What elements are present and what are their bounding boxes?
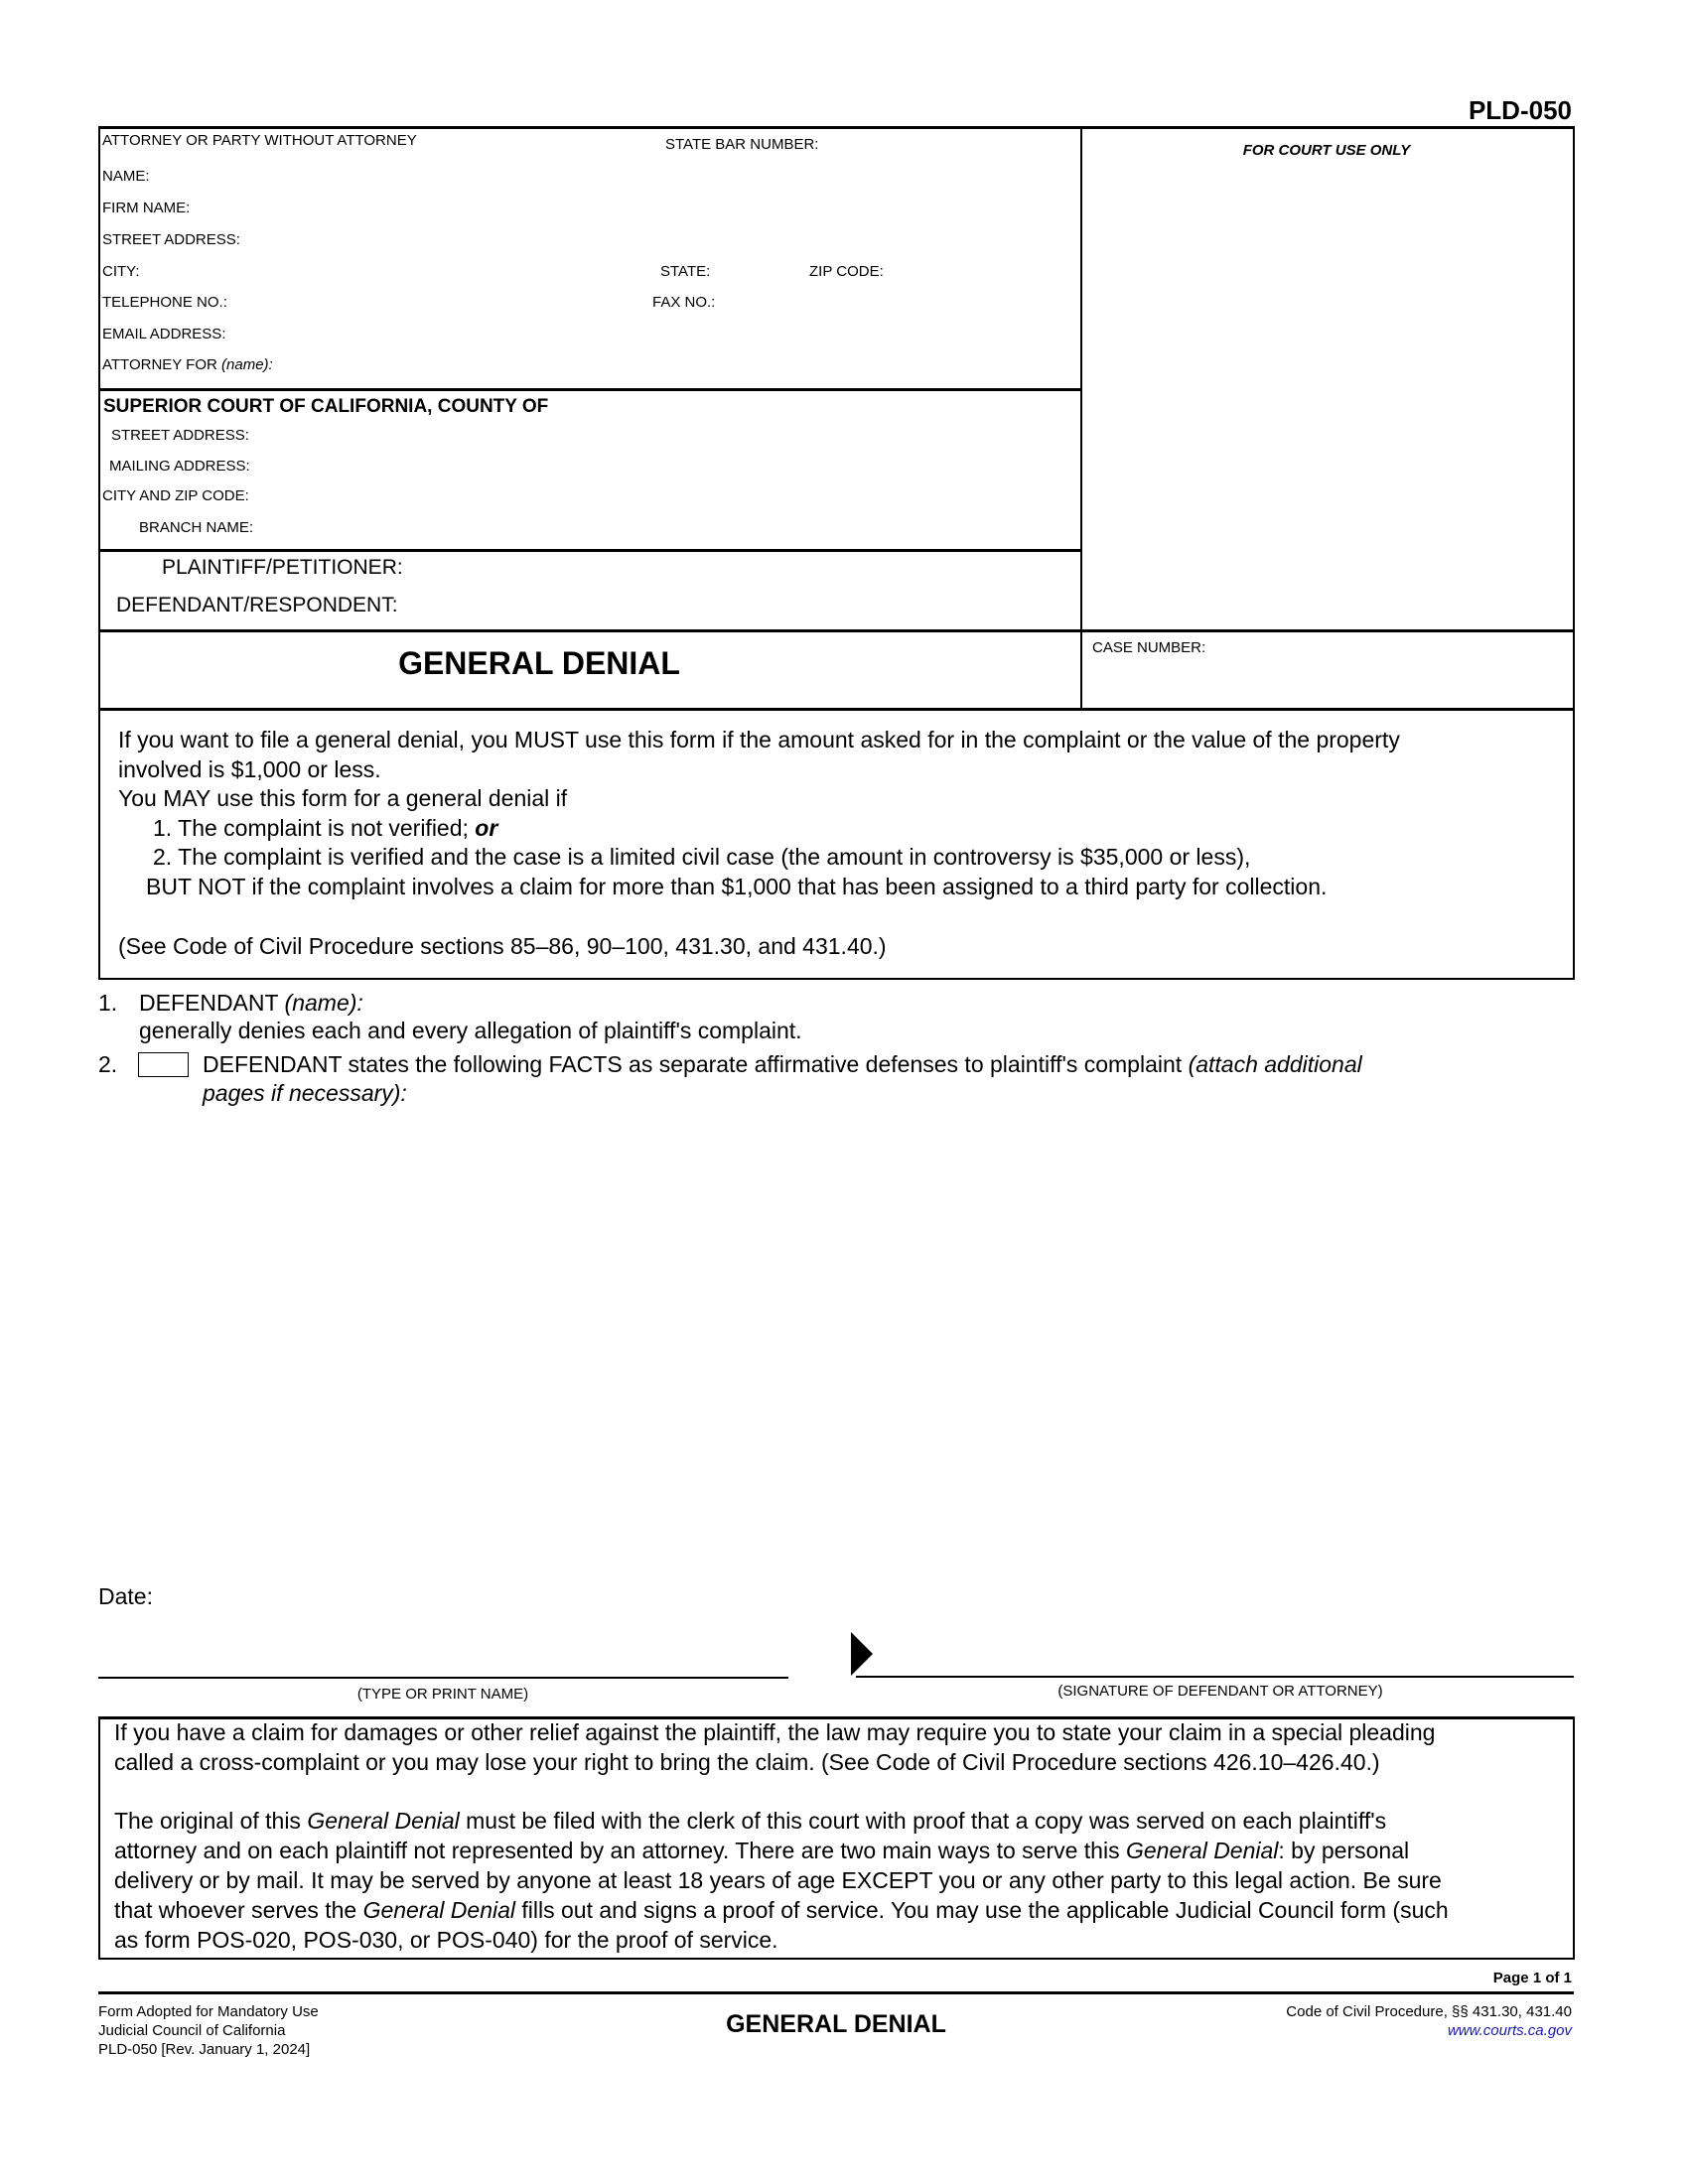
item-2-number: 2. (98, 1051, 118, 1077)
plaintiff-label: PLAINTIFF/PETITIONER: (162, 556, 403, 579)
name-label: NAME: (102, 168, 150, 185)
footer-left-3: PLD-050 [Rev. January 1, 2024] (98, 2041, 311, 2058)
attorney-for-text: ATTORNEY FOR (102, 356, 217, 373)
item-1-desc: generally denies each and every allegation of plaintiff's complaint. (139, 1018, 802, 1043)
notice-line: If you have a claim for damages or other relief against the plaintiff, the law may require you to state your claim in a special pleading (114, 1719, 1436, 1745)
item-2-checkbox[interactable] (138, 1052, 189, 1077)
attorney-heading: ATTORNEY OR PARTY WITHOUT ATTORNEY (102, 132, 417, 149)
state-label: STATE: (660, 263, 711, 280)
t: that whoever serves the (114, 1897, 363, 1923)
notice-line: as form POS-020, POS-030, or POS-040) for the proof of service. (114, 1927, 778, 1953)
t: must be filed with the clerk of this court with proof that a copy was served on each plaintiff's (459, 1808, 1387, 1834)
form-title: GENERAL DENIAL (398, 645, 680, 681)
item-2-note-2: pages if necessary): (203, 1080, 407, 1106)
attorney-for-name: (name): (221, 356, 273, 373)
court-branch-label: BRANCH NAME: (139, 519, 254, 536)
name-line[interactable] (98, 1677, 788, 1679)
instr-line (153, 813, 497, 843)
gd: General Denial (1125, 1838, 1279, 1863)
footer-left-2: Judicial Council of California (98, 2022, 286, 2039)
t: attorney and on each plaintiff not represented by an attorney. There are two main ways to serve this (114, 1838, 1126, 1863)
signature-caption: (SIGNATURE OF DEFENDANT OR ATTORNEY) (1057, 1683, 1383, 1700)
item-1-text (139, 988, 363, 1018)
item-1-name: (name): (284, 990, 363, 1016)
footer-title: GENERAL DENIAL (726, 2010, 946, 2038)
name-caption: (TYPE OR PRINT NAME) (356, 1686, 529, 1703)
arrow-icon (851, 1632, 873, 1676)
divider-attorney (98, 388, 1081, 391)
box-top (98, 126, 1575, 129)
gd: General Denial (362, 1897, 515, 1923)
box-left (98, 126, 100, 980)
notice-line: delivery or by mail. It may be served by anyone at least 18 years of age EXCEPT you or any other party to this legal action. Be sure (114, 1867, 1442, 1893)
notice-line: called a cross-complaint or you may lose your right to bring the claim. (See Code of Civil Procedure sections 426.10–426.40.) (114, 1749, 1380, 1775)
instr-line: (See Code of Civil Procedure sections 85–86, 90–100, 431.30, and 431.40.) (118, 933, 887, 959)
signature-line[interactable] (856, 1676, 1574, 1678)
footer-right-1: Code of Civil Procedure, §§ 431.30, 431.40 (1286, 2003, 1572, 2020)
instr-line: If you want to file a general denial, you MUST use this form if the amount asked for in the complaint or the value of the property (118, 727, 1400, 752)
form-id: PLD-050 (1468, 95, 1572, 125)
box-right (1573, 126, 1575, 980)
date-label: Date: (98, 1583, 153, 1609)
box-divider (1080, 126, 1082, 710)
email-label: EMAIL ADDRESS: (102, 326, 226, 342)
court-use-label: FOR COURT USE ONLY (1242, 142, 1411, 159)
case-number-label: CASE NUMBER: (1092, 639, 1206, 656)
item-2-text (203, 1049, 1362, 1079)
city-label: CITY: (102, 263, 140, 280)
firm-label: FIRM NAME: (102, 200, 191, 216)
court-street-label: STREET ADDRESS: (111, 427, 249, 444)
court-mailing-label: MAILING ADDRESS: (109, 458, 250, 475)
t: : by personal (1278, 1838, 1410, 1863)
divider-court (98, 549, 1081, 552)
instr-text: 1. The complaint is not verified; (153, 815, 476, 841)
item-2-label: DEFENDANT states the following FACTS as separate affirmative defenses to plaintiff's complaint (203, 1051, 1189, 1077)
court-heading: SUPERIOR COURT OF CALIFORNIA, COUNTY OF (103, 396, 549, 417)
instr-or: or (475, 815, 498, 841)
instr-line: 2. The complaint is verified and the case is a limited civil case (the amount in controversy is $35,000 or less), (153, 844, 1251, 870)
notice-line (114, 1806, 1386, 1836)
instr-line: BUT NOT if the complaint involves a claim for more than $1,000 that has been assigned to a third party for collection. (146, 874, 1328, 899)
street-label: STREET ADDRESS: (102, 231, 240, 248)
notice-line (114, 1895, 1449, 1925)
courts-link[interactable]: www.courts.ca.gov (1447, 2022, 1572, 2039)
zip-label: ZIP CODE: (809, 263, 884, 280)
box-bottom (98, 978, 1575, 980)
gd: General Denial (307, 1808, 460, 1834)
notice-line (114, 1836, 1409, 1865)
page-number: Page 1 of 1 (1492, 1970, 1572, 1986)
item-2-note: (attach additional (1188, 1051, 1362, 1077)
instr-line: involved is $1,000 or less. (118, 756, 381, 782)
item-1-number: 1. (98, 990, 118, 1016)
footer-rule (98, 1991, 1574, 1994)
phone-label: TELEPHONE NO.: (102, 294, 227, 311)
defendant-label: DEFENDANT/RESPONDENT: (116, 594, 398, 616)
court-city-label: CITY AND ZIP CODE: (102, 487, 249, 504)
fax-label: FAX NO.: (652, 294, 716, 311)
divider-title (98, 708, 1575, 711)
divider-parties (98, 629, 1575, 632)
footer-left-1: Form Adopted for Mandatory Use (98, 2003, 319, 2020)
state-bar-label: STATE BAR NUMBER: (665, 136, 819, 153)
item-1-label: DEFENDANT (139, 990, 285, 1016)
attorney-for-label (102, 356, 273, 374)
t: The original of this (114, 1808, 308, 1834)
instr-line: You MAY use this form for a general denial if (118, 785, 568, 811)
t: fills out and signs a proof of service. You may use the applicable Judicial Council form (such (515, 1897, 1449, 1923)
